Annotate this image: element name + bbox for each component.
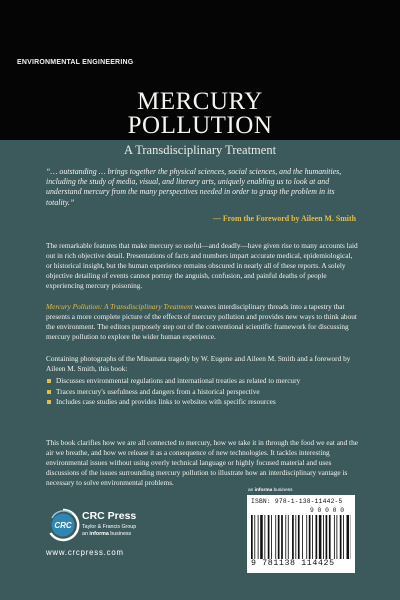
publisher-group-name: Taylor & Francis Group (82, 524, 137, 530)
list-item (46, 387, 358, 398)
book-title-line1: MERCURY (137, 88, 263, 115)
subject-label: ENVIRONMENTAL ENGINEERING (17, 59, 134, 66)
informa-label (248, 488, 293, 493)
bullet-square-icon (47, 390, 51, 394)
feature-list (46, 376, 358, 408)
crc-logo-text: CRC (54, 521, 72, 530)
description-paragraph-2-text: weaves interdisciplinary threads into a tapestry that presents a more complete picture of the effects of mercury pollution and provides new ways to think about the environment. The editors purposely step out of the conventional scientific framework for discussing mercury pollution to explore the wider human experience. (46, 302, 357, 341)
list-item-text: Includes case studies and provides links to websites with specific resources (56, 397, 276, 407)
publisher-informa-text: informa (89, 530, 109, 537)
isbn-barcode-box (247, 495, 355, 573)
publisher-business-text: business (108, 530, 132, 537)
isbn-label: ISBN: 978-1-138-11442-5 (251, 498, 343, 505)
bullet-square-icon (47, 400, 51, 404)
barcode-digits: 9 781138 114425 (251, 559, 335, 568)
description-paragraph-4: This book clarifies how we are all connected to mercury, how we take it in through the food we eat and the air we breathe, and how we release it as a consequence of new technologies. It tackles interesting environmental issues without using overly technical language or highly focused material and uses discussions of the issues surrounding mercury pollution to illustrate how an interdisciplinary vantage is necessary to solve environmental problems. (46, 438, 358, 487)
isbn-upc-digits: 9 0 0 0 0 (310, 507, 345, 514)
quote-attribution: — From the Foreword by Aileen M. Smith (212, 214, 356, 223)
informa-word: informa (254, 488, 273, 493)
list-item-text: Discusses environmental regulations and international treaties as related to mercury (56, 376, 301, 385)
description-paragraph-2 (46, 302, 358, 342)
publisher-url: www.crcpress.com (46, 548, 124, 557)
publisher-informa-line (82, 531, 136, 538)
book-title-line2: POLLUTION (127, 112, 273, 139)
publisher-name: CRC Press (82, 510, 137, 522)
publisher-an-text: an (82, 530, 90, 537)
description-paragraph-1: The remarkable features that make mercury so useful—and deadly—have given rise to many accounts laid out in rich objective detail. Presentations of facts and numbers impart accurate medical, epidemiological, or historical insight, but the human experience remains obscured in nearly all of these reports. A solely objective detailing of events cannot portray the anguish, confusion, and painful deaths of people experiencing mercury poisoning. (46, 241, 358, 290)
list-item-text: Traces mercury's usefulness and dangers from a historical perspective (56, 386, 260, 396)
bullet-square-icon (47, 379, 51, 383)
description-paragraph-3: Containing photographs of the Minamata tragedy by W. Eugene and Aileen M. Smith and a foreword by Aileen M. Smith, this book: (46, 354, 351, 373)
crc-press-logo-icon (46, 508, 80, 542)
list-item (46, 397, 358, 408)
publisher-group (82, 524, 136, 537)
review-quote: “… outstanding … brings together the physical sciences, social sciences, and the humanities, including the study of media, visual, and literary arts, uniquely enabling us to look at and understand mercury from the many perspectives needed in order to grasp the problem in its totality.” (46, 167, 342, 207)
list-item (46, 376, 358, 387)
book-title-reference: Mercury Pollution: A Transdisciplinary Treatment (46, 302, 193, 311)
barcode-icon (251, 515, 351, 559)
informa-business-text: business (272, 488, 293, 493)
book-subtitle: A Transdisciplinary Treatment (123, 143, 277, 157)
informa-an-text: an (248, 488, 255, 493)
